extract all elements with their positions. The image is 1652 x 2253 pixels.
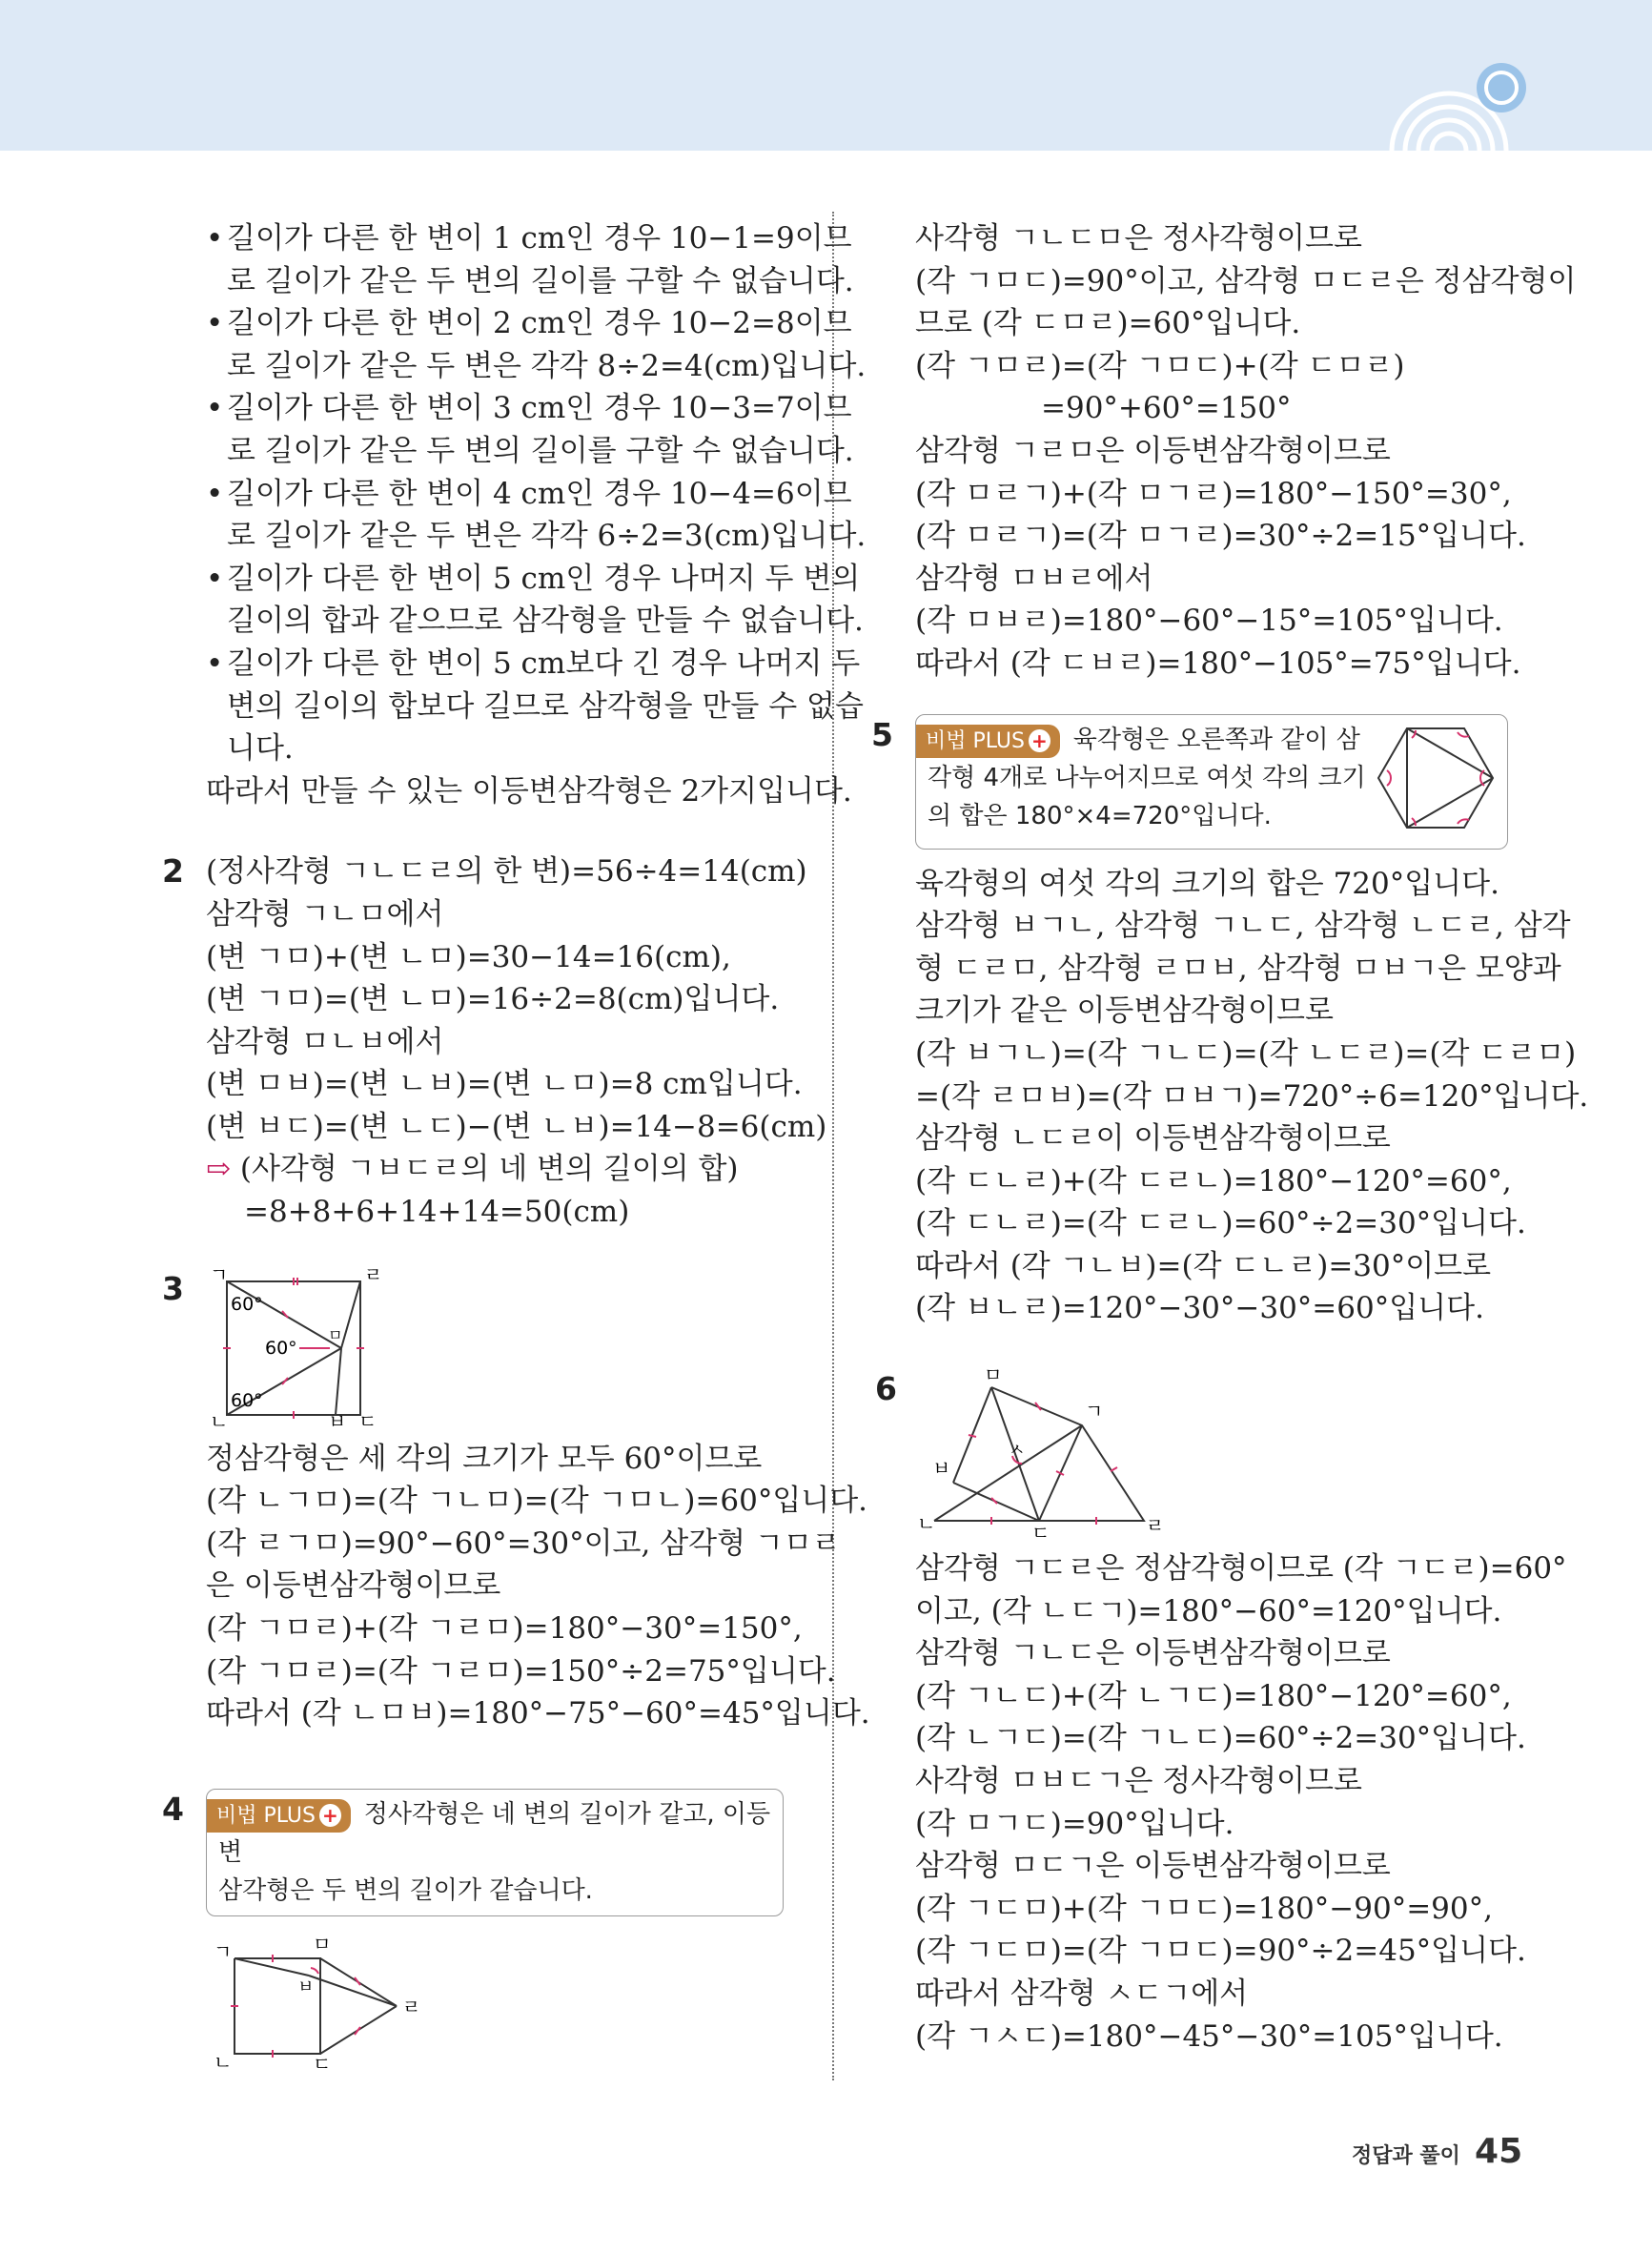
label: ㅁ (328, 1325, 343, 1344)
hexagon-figure (1374, 721, 1498, 835)
text-line: 따라서 (각 ㄷㅂㄹ)=180°−105°=75°입니다. (915, 645, 1521, 681)
label: ㅂ (932, 1457, 951, 1481)
text-line: • 길이가 다른 한 변이 1 cm인 경우 10−1=9이므 (206, 217, 797, 260)
text-line: 따라서 (각 ㄱㄴㅂ)=(각 ㄷㄴㄹ)=30°이므로 (915, 1248, 1492, 1283)
text-line: (각 ㄹㄱㅁ)=90°−60°=30°이고, 삼각형 ㄱㅁㄹ (206, 1526, 841, 1561)
tip-box (206, 1789, 784, 1916)
text-line: (각 ㄱㅁㄹ)=(각 ㄱㄹㅁ)=150°÷2=75°입니다. (206, 1653, 836, 1689)
text-line: (정사각형 ㄱㄴㄷㄹ의 한 변)=56÷4=14(cm) (206, 854, 807, 890)
problem-3-figure (206, 1262, 383, 1433)
text-line: 따라서 (각 ㄴㅁㅂ)=180°−75°−60°=45°입니다. (206, 1696, 870, 1731)
text-line: (각 ㄷㄴㄹ)+(각 ㄷㄹㄴ)=180°−120°=60°, (915, 1163, 1512, 1198)
text-line: (각 ㅂㄱㄴ)=(각 ㄱㄴㄷ)=(각 ㄴㄷㄹ)=(각 ㄷㄹㅁ) (915, 1035, 1577, 1071)
tip-text: 정사각형은 네 변의 길이가 같고, 이등변 (218, 1799, 771, 1867)
problem-6-figure (915, 1363, 1165, 1546)
tip-text: 육각형은 오른쪽과 같이 삼 (1072, 725, 1360, 754)
text-line: =90°+60°=150° (1041, 391, 1292, 426)
label: ㅁ (984, 1363, 1003, 1387)
text-line: (변 ㅂㄷ)=(변 ㄴㄷ)−(변 ㄴㅂ)=14−8=6(cm) (206, 1109, 827, 1144)
angle-label: 60° (231, 1389, 263, 1411)
text-line: 이고, (각 ㄴㄷㄱ)=180°−60°=120°입니다. (915, 1593, 1502, 1628)
text-line: 정삼각형은 세 각의 크기가 모두 60°이므로 (206, 1441, 763, 1476)
angle-label: 60° (231, 1293, 263, 1315)
text-line: • 길이가 다른 한 변이 2 cm인 경우 10−2=8이므 (206, 302, 797, 345)
text-line: 길이의 합과 같으므로 삼각형을 만들 수 없습니다. (227, 604, 864, 639)
text-line: 삼각형 ㅁㅂㄹ에서 (915, 561, 1153, 596)
text-line: 로 길이가 같은 두 변의 길이를 구할 수 없습니다. (227, 433, 854, 468)
right-column (871, 217, 1589, 2058)
text-line: • 길이가 다른 한 변이 3 cm인 경우 10−3=7이므 (206, 387, 797, 430)
text-line: (각 ㅁㅂㄹ)=180°−60°−15°=105°입니다. (915, 604, 1503, 639)
text-line: (각 ㅁㄱㄷ)=90°입니다. (915, 1806, 1234, 1841)
text-line: (각 ㄱㅁㄹ)=(각 ㄱㅁㄷ)+(각 ㄷㅁㄹ) (915, 348, 1405, 383)
text-line: 삼각형 ㄱㄷㄹ은 정삼각형이므로 (각 ㄱㄷㄹ)=60° (915, 1551, 1567, 1587)
text-line: =8+8+6+14+14=50(cm) (244, 1195, 630, 1230)
label: ㄴ (917, 1512, 936, 1536)
label: ㄷ (313, 2052, 332, 2076)
problem-number: 4 (162, 1790, 184, 1828)
text-line: (각 ㅂㄴㄹ)=120°−30°−30°=60°입니다. (915, 1291, 1484, 1326)
label: ㄷ (1031, 1522, 1050, 1546)
text-line: 사각형 ㄱㄴㄷㅁ은 정사각형이므로 (915, 221, 1362, 256)
text-line: 로 길이가 같은 두 변은 각각 6÷2=3(cm)입니다. (227, 519, 867, 554)
page-number: 45 (1475, 2132, 1523, 2171)
label: ㄹ (364, 1262, 383, 1286)
label: ㄱ (1085, 1400, 1104, 1423)
arrow-icon: ⇨ (206, 1152, 231, 1187)
label: ㅂ (297, 1976, 315, 1997)
problem-number: 5 (871, 715, 893, 753)
label: ㄴ (210, 1409, 229, 1433)
left-column (162, 217, 870, 2076)
plus-icon: + (1029, 729, 1050, 752)
text-line: 삼각형 ㄱㄹㅁ은 이등변삼각형이므로 (915, 433, 1391, 468)
tip-badge: 비법 PLUS + (916, 725, 1060, 758)
plus-icon: + (319, 1804, 341, 1827)
text-line: • 길이가 다른 한 변이 5 cm보다 긴 경우 나머지 두 (206, 643, 797, 686)
text-line: 므로 (각 ㄷㅁㄹ)=60°입니다. (915, 306, 1301, 341)
text-line: =(각 ㄹㅁㅂ)=(각 ㅁㅂㄱ)=720°÷6=120°입니다. (915, 1078, 1589, 1114)
text-line: • 길이가 다른 한 변이 5 cm인 경우 나머지 두 변의 (206, 558, 797, 601)
text-line: 삼각형 ㅂㄱㄴ, 삼각형 ㄱㄴㄷ, 삼각형 ㄴㄷㄹ, 삼각 (915, 909, 1571, 944)
text-line: (각 ㄱㅁㄷ)=90°이고, 삼각형 ㅁㄷㄹ은 정삼각형이 (915, 263, 1577, 298)
text-line: 은 이등변삼각형이므로 (206, 1568, 501, 1604)
text-line: (각 ㄴㄱㅁ)=(각 ㄱㄴㅁ)=(각 ㄱㅁㄴ)=60°입니다. (206, 1484, 868, 1519)
text-line: (각 ㄷㄴㄹ)=(각 ㄷㄹㄴ)=60°÷2=30°입니다. (915, 1206, 1526, 1241)
label: ㅅ (1009, 1441, 1026, 1462)
text-line: 로 길이가 같은 두 변은 각각 8÷2=4(cm)입니다. (227, 348, 867, 383)
text-line: • 길이가 다른 한 변이 4 cm인 경우 10−4=6이므 (206, 473, 797, 516)
text-line: (변 ㄱㅁ)=(변 ㄴㅁ)=16÷2=8(cm)입니다. (206, 982, 780, 1017)
problem-number: 6 (875, 1370, 897, 1408)
text-line: 형 ㄷㄹㅁ, 삼각형 ㄹㅁㅂ, 삼각형 ㅁㅂㄱ은 모양과 (915, 951, 1561, 986)
problem-2 (162, 850, 827, 1233)
text-line: (각 ㄱㄷㅁ)=(각 ㄱㅁㄷ)=90°÷2=45°입니다. (915, 1934, 1526, 1969)
text-line: 삼각형 ㄴㄷㄹ이 이등변삼각형이므로 (915, 1121, 1391, 1157)
footer-label: 정답과 풀이 (1352, 2144, 1460, 2168)
problem-5 (871, 714, 1589, 1331)
tip-badge: 비법 PLUS + (207, 1799, 351, 1833)
text-line: (변 ㄱㅁ)+(변 ㄴㅁ)=30−14=16(cm), (206, 939, 731, 974)
angle-label: 60° (265, 1337, 297, 1359)
label: ㅁ (313, 1932, 332, 1956)
problem-3 (162, 1262, 870, 1735)
problem-number: 2 (162, 852, 184, 891)
label: ㄹ (1146, 1514, 1165, 1538)
problem-number: 3 (162, 1269, 184, 1307)
label: ㄱ (210, 1262, 229, 1286)
tip-text: 의 합은 180°×4=720°입니다. (928, 801, 1272, 830)
label: ㄹ (402, 1995, 421, 2018)
text-line: 사각형 ㅁㅂㄷㄱ은 정사각형이므로 (915, 1764, 1362, 1799)
problem-6 (875, 1363, 1567, 2058)
text-line: 변의 길이의 합보다 길므로 삼각형을 만들 수 없습 (227, 688, 864, 724)
header-decoration-icon (1373, 48, 1525, 151)
tip-text: 각형 4개로 나누어지므로 여섯 각의 크기 (928, 763, 1366, 792)
problem-4-figure (206, 1932, 454, 2076)
text-line: (각 ㄴㄱㄷ)=(각 ㄱㄴㄷ)=60°÷2=30°입니다. (915, 1721, 1526, 1756)
page-footer (1352, 2132, 1522, 2171)
text-line: (사각형 ㄱㅂㄷㄹ의 네 변의 길이의 합) (239, 1152, 739, 1187)
problem-1-continued (206, 217, 867, 812)
text-line: (각 ㄱㄷㅁ)+(각 ㄱㅁㄷ)=180°−90°=90°, (915, 1891, 1493, 1926)
label: ㅂ (328, 1409, 347, 1433)
text-line: 따라서 만들 수 있는 이등변삼각형은 2가지입니다. (206, 773, 852, 809)
text-line: 육각형의 여섯 각의 크기의 합은 720°입니다. (915, 866, 1499, 901)
tip-text: 삼각형은 두 변의 길이가 같습니다. (218, 1875, 593, 1905)
label: ㄴ (214, 2050, 233, 2074)
text-line: 삼각형 ㄱㄴㅁ에서 (206, 896, 444, 932)
problem-4 (162, 1789, 797, 2076)
text-line: 니다. (227, 731, 294, 767)
text-line: 로 길이가 같은 두 변의 길이를 구할 수 없습니다. (227, 263, 854, 298)
text-line: (각 ㅁㄹㄱ)=(각 ㅁㄱㄹ)=30°÷2=15°입니다. (915, 519, 1526, 554)
text-line: 삼각형 ㄱㄴㄷ은 이등변삼각형이므로 (915, 1636, 1391, 1671)
tip-box (915, 714, 1508, 850)
text-line: 따라서 삼각형 ㅅㄷㄱ에서 (915, 1976, 1249, 2011)
text-line: 삼각형 ㅁㄴㅂ에서 (206, 1024, 444, 1059)
text-line: (변 ㅁㅂ)=(변 ㄴㅂ)=(변 ㄴㅁ)=8 cm입니다. (206, 1067, 803, 1102)
text-line: (각 ㄱㄴㄷ)+(각 ㄴㄱㄷ)=180°−120°=60°, (915, 1678, 1512, 1713)
text-line: (각 ㅁㄹㄱ)+(각 ㅁㄱㄹ)=180°−150°=30°, (915, 476, 1512, 511)
label: ㄷ (358, 1409, 377, 1433)
label: ㄱ (214, 1939, 233, 1963)
problem-4-continued (915, 217, 1577, 686)
text-line: 삼각형 ㅁㄷㄱ은 이등변삼각형이므로 (915, 1849, 1391, 1884)
text-line: 크기가 같은 이등변삼각형이므로 (915, 993, 1334, 1029)
text-line: (각 ㄱㅁㄹ)+(각 ㄱㄹㅁ)=180°−30°=150°, (206, 1611, 803, 1647)
text-line: (각 ㄱㅅㄷ)=180°−45°−30°=105°입니다. (915, 2018, 1503, 2054)
